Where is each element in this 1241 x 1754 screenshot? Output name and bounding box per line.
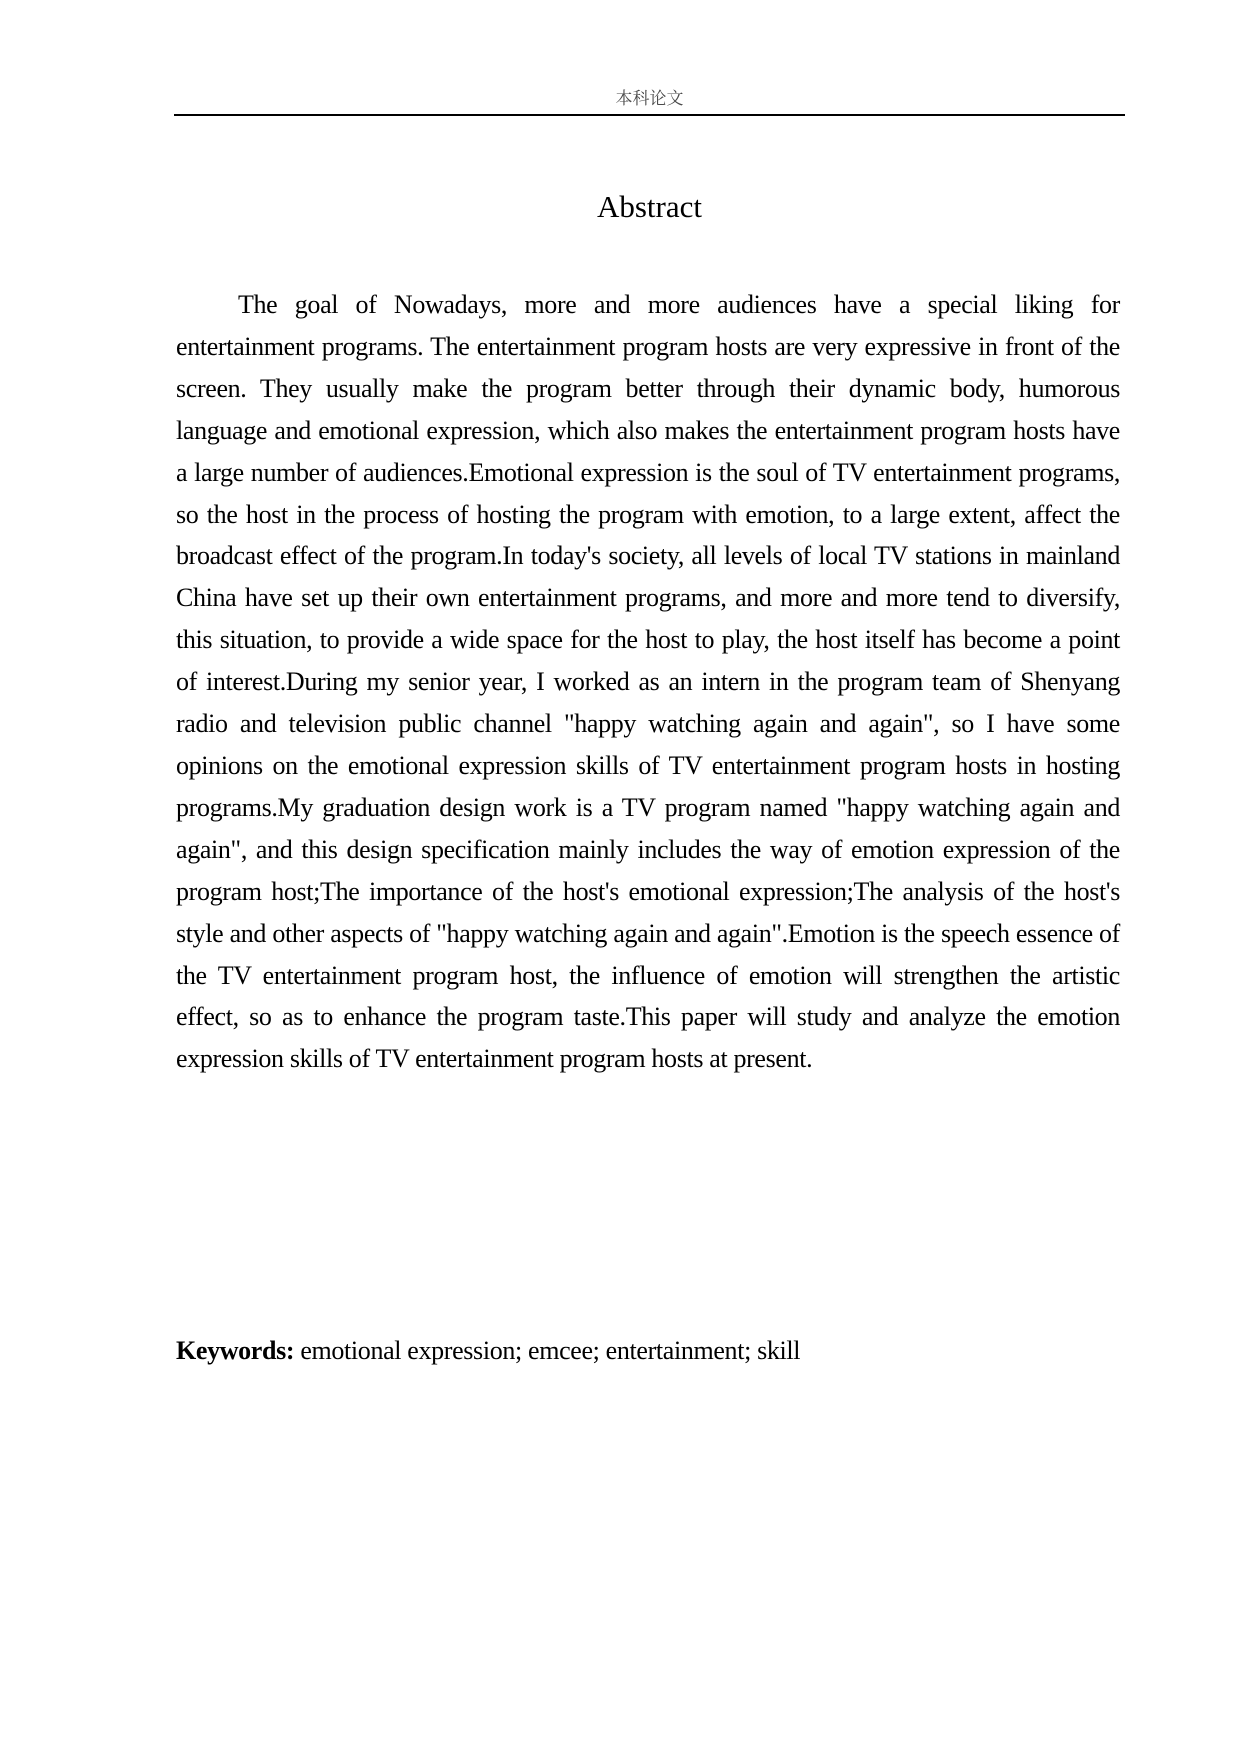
keywords-label: Keywords: bbox=[176, 1336, 295, 1365]
running-header: 本科论文 bbox=[615, 89, 684, 109]
header-rule bbox=[174, 114, 1125, 116]
section-title: Abstract bbox=[596, 189, 703, 224]
abstract-paragraph: The goal of Nowadays, more and more audiences have a special liking for entertainment programs. The entertainment program hosts are very expressive in front of the screen. They usually make the program better through their dynamic body, humorous language and emotional expression, which also makes the entertainment program hosts have a large number of audiences.Emotional expression is the soul of TV entertainment programs, so the host in the process of hosting the program with emotion, to a large extent, affect the broadcast effect of the program.In today's society, all levels of local TV stations in mainland China have set up their own entertainment programs, and more and more tend to diversify, this situation, to provide a wide space for the host to play, the host itself has become a point of interest.During my senior year, I worked as an intern in the program team of Shenyang radio and television public channel "happy watching again and again", so I have some opinions on the emotional expression skills of TV entertainment program hosts in hosting programs.My graduation design work is a TV program named "happy watching again and again", and this design specification mainly includes the way of emotion expression of the program host;The importance of the host's emotional expression;The analysis of the host's style and other aspects of "happy watching again and again".Emotion is the speech essence of the TV entertainment program host, the influence of emotion will strengthen the artistic effect, so as to enhance the program taste.This paper will study and analyze the emotion expression skills of TV entertainment program hosts at present. bbox=[176, 290, 1120, 1074]
keywords-line bbox=[176, 1331, 1120, 1371]
keywords-values: emotional expression; emcee; entertainment; skill bbox=[300, 1336, 801, 1365]
